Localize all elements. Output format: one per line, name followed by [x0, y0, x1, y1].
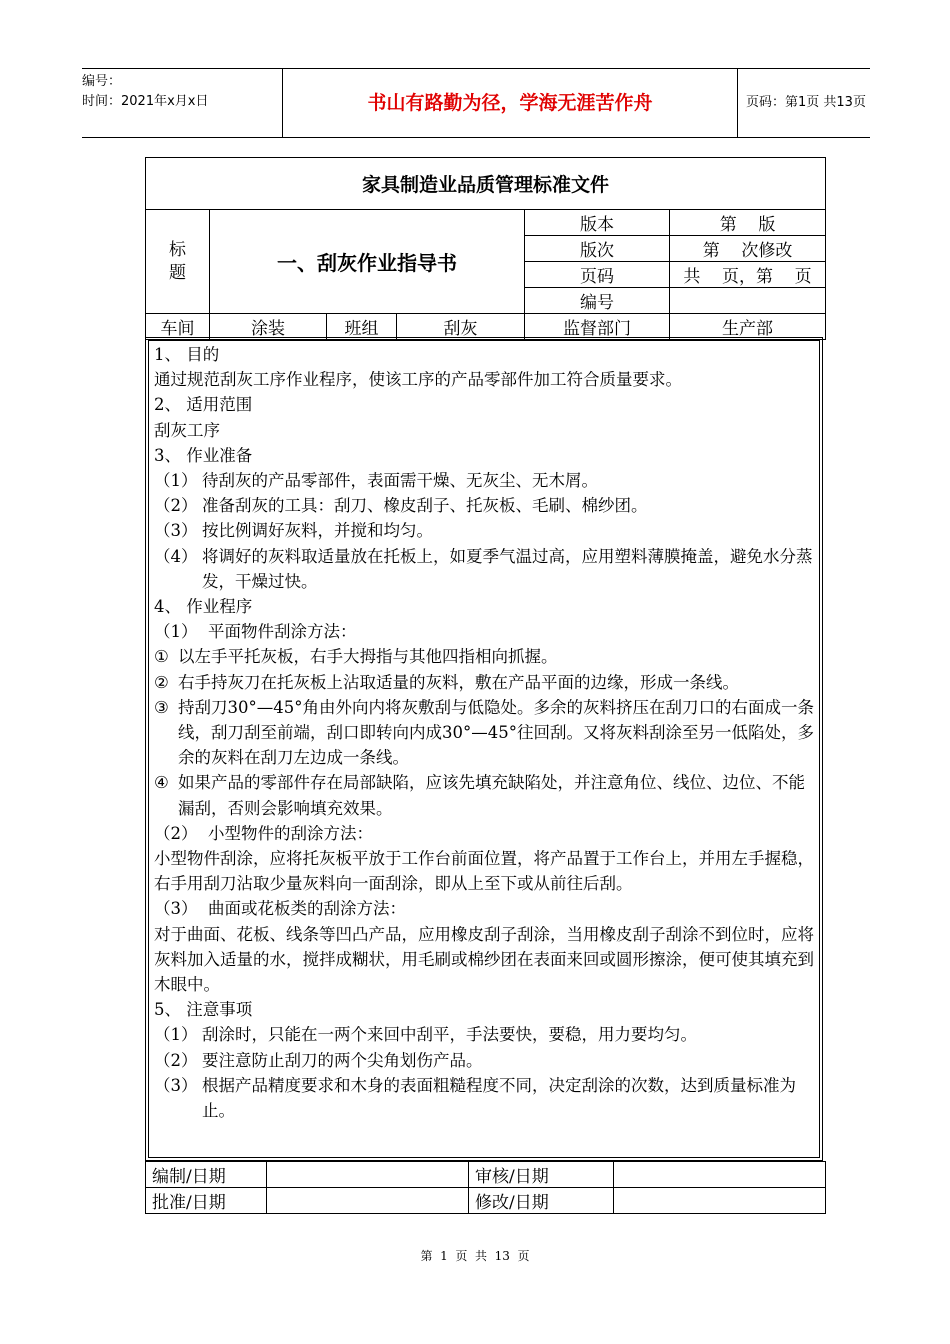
subsection-heading: （1） 平面物件刮涂方法：: [154, 622, 357, 642]
page-value: 共 页，第 页: [670, 262, 826, 288]
header-page-info: 页码：第1页 共13页: [746, 95, 866, 110]
list-item: （1） 待刮灰的产品零部件，表面需干燥、无灰尘、无木屑。: [154, 471, 598, 491]
list-item: ① 以左手平托灰板，右手大拇指与其他四指相向抓握。: [154, 647, 558, 667]
approved-label: 批准/日期: [146, 1188, 267, 1214]
section-heading: 1、 目的: [154, 345, 220, 364]
prepared-field[interactable]: [267, 1162, 469, 1188]
section-text: 刮灰工序: [154, 420, 220, 440]
modified-label: 修改/日期: [469, 1188, 614, 1214]
approved-field[interactable]: [267, 1188, 469, 1214]
reviewed-label: 审核/日期: [469, 1162, 614, 1188]
modified-field[interactable]: [614, 1188, 826, 1214]
list-item: （2） 准备刮灰的工具：刮刀、橡皮刮子、托灰板、毛刷、棉纱团。: [154, 496, 648, 516]
header-number-label: 编号：: [82, 74, 122, 89]
list-item: （3） 按比例调好灰料，并搅和均匀。: [154, 521, 433, 541]
workshop-value: 涂装: [210, 314, 327, 340]
reviewed-field[interactable]: [614, 1162, 826, 1188]
workshop-label: 车间: [146, 314, 210, 340]
team-label: 班组: [327, 314, 397, 340]
list-item: （2） 要注意防止刮刀的两个尖角划伤产品。: [154, 1050, 483, 1070]
document-title: 家具制造业品质管理标准文件: [146, 158, 826, 210]
list-item: ③ 持刮刀30°—45°角由外向内将灰敷刮与低隐处。多余的灰料挤压在刮刀口的右面成一条线，刮刀刮至前端，刮口即转向内成30°—45°往回刮。又将灰料刮涂至另一低陷处，多余的灰料在刮刀左边成一条线。: [154, 697, 814, 768]
dept-value: 生产部: [670, 314, 826, 340]
section-heading: 3、 作业准备: [154, 445, 253, 465]
number-value: [670, 288, 826, 314]
page-header: [82, 68, 870, 138]
team-value: 刮灰: [397, 314, 525, 340]
main-title: 一、刮灰作业指导书: [210, 210, 525, 314]
section-heading: 5、 注意事项: [154, 1000, 253, 1020]
section-text: 对于曲面、花板、线条等凹凸产品，应用橡皮刮子刮涂，当用橡皮刮子刮涂不到位时，应将灰料加入适量的水，搅拌成糊状，用毛刷或棉纱团在表面来回或圆形擦涂，便可使其填充到木眼中。: [154, 924, 814, 995]
section-heading: 4、 作业程序: [154, 597, 253, 617]
dept-label: 监督部门: [525, 314, 670, 340]
prepared-label: 编制/日期: [146, 1162, 267, 1188]
document-info-table: [145, 157, 826, 340]
section-text: 通过规范刮灰工序作业程序，使该工序的产品零部件加工符合质量要求。: [154, 370, 682, 390]
page-label: 页码: [525, 262, 670, 288]
signature-table: [145, 1161, 826, 1214]
page-footer: 第 1 页 共 13 页: [420, 1249, 530, 1263]
header-motto: 书山有路勤为径，学海无涯苦作舟: [282, 69, 738, 137]
title-label: 标 题: [146, 210, 210, 314]
list-item: ② 右手持灰刀在托灰板上沾取适量的灰料，敷在产品平面的边缘，形成一条线。: [154, 672, 739, 692]
subsection-heading: （2） 小型物件的刮涂方法：: [154, 823, 373, 843]
list-item: ④ 如果产品的零部件存在局部缺陷，应该先填充缺陷处，并注意角位、线位、边位、不能漏刮，否则会影响填充效果。: [154, 773, 805, 818]
revision-value: 第 次修改: [670, 236, 826, 262]
list-item: （3） 根据产品精度要求和木身的表面粗糙程度不同，决定刮涂的次数，达到质量标准为止。: [154, 1075, 796, 1121]
subsection-heading: （3） 曲面或花板类的刮涂方法：: [154, 899, 406, 919]
document-body: [145, 337, 823, 1161]
number-label: 编号: [525, 288, 670, 314]
version-label: 版本: [525, 210, 670, 236]
section-text: 小型物件刮涂，应将托灰板平放于工作台前面位置，将产品置于工作台上，并用左手握稳，右手用刮刀沾取少量灰料向一面刮涂，即从上至下或从前往后刮。: [154, 849, 814, 894]
section-heading: 2、 适用范围: [154, 395, 253, 415]
header-left: [82, 69, 282, 140]
header-time-label: 时间：2021年x月x日: [82, 94, 209, 109]
version-value: 第 版: [670, 210, 826, 236]
list-item: （1） 刮涂时，只能在一两个来回中刮平，手法要快，要稳，用力要均匀。: [154, 1025, 697, 1045]
list-item: （4） 将调好的灰料取适量放在托板上，如夏季气温过高，应用塑料薄膜掩盖，避免水分蒸发，干燥过快。: [154, 546, 813, 591]
revision-label: 版次: [525, 236, 670, 262]
